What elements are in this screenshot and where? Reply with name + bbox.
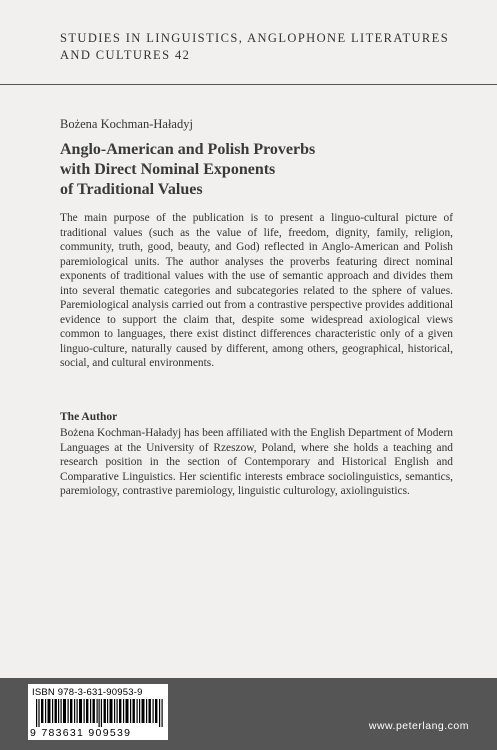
series-title-line-2: AND CULTURES 42 — [60, 48, 191, 62]
book-title-line-2: with Direct Nominal Exponents — [60, 161, 276, 178]
about-author-text: Bożena Kochman-Haładyj has been affiliated with the English Department of Modern Languages at the University of Rzeszow, Poland, where she holds a teaching and research position in the section of Contemporary and Historical English and Comparative Linguistics. Her scientific interests embrace sociolinguistics, semantics, paremiology, contrastive paremiology, linguistic culturology, axiolinguistics. — [60, 427, 453, 497]
barcode-icon — [36, 699, 164, 727]
series-title — [60, 30, 460, 64]
about-author-heading: The Author — [60, 411, 118, 423]
book-title-line-1: Anglo-American and Polish Proverbs — [60, 141, 316, 158]
divider-rule — [0, 84, 497, 85]
barcode-panel — [28, 684, 168, 740]
isbn-label: ISBN 978-3-631-90953-9 — [32, 687, 143, 698]
book-author: Bożena Kochman-Haładyj — [60, 117, 193, 131]
book-title-line-3: of Traditional Values — [60, 181, 203, 198]
publisher-url[interactable]: www.peterlang.com — [368, 720, 469, 732]
book-abstract: The main purpose of the publication is to present a linguo-cultural picture of traditional values (such as the value of life, freedom, dignity, family, religion, community, truth, good, beauty, and God) reflected in Anglo-American and Polish paremiological units. The author analyses the proverbs featuring direct nominal exponents of traditional values with the use of semantic approach and divides them into several thematic categories and subcategories related to the sphere of values. Paremiological analysis carried out from a contrastive perspective provides additional evidence to support the claim that, despite some widespread axiological views common to languages, there exist distinct differences characteristic only of a given linguo-culture, naturally caused by different, among others, geographical, historical, social, and cultural environments. — [60, 212, 453, 369]
barcode-digits: 9 783631 909539 — [30, 727, 132, 739]
book-title — [60, 140, 440, 200]
series-title-line-1: STUDIES IN LINGUISTICS, ANGLOPHONE LITERATURES — [60, 31, 450, 45]
